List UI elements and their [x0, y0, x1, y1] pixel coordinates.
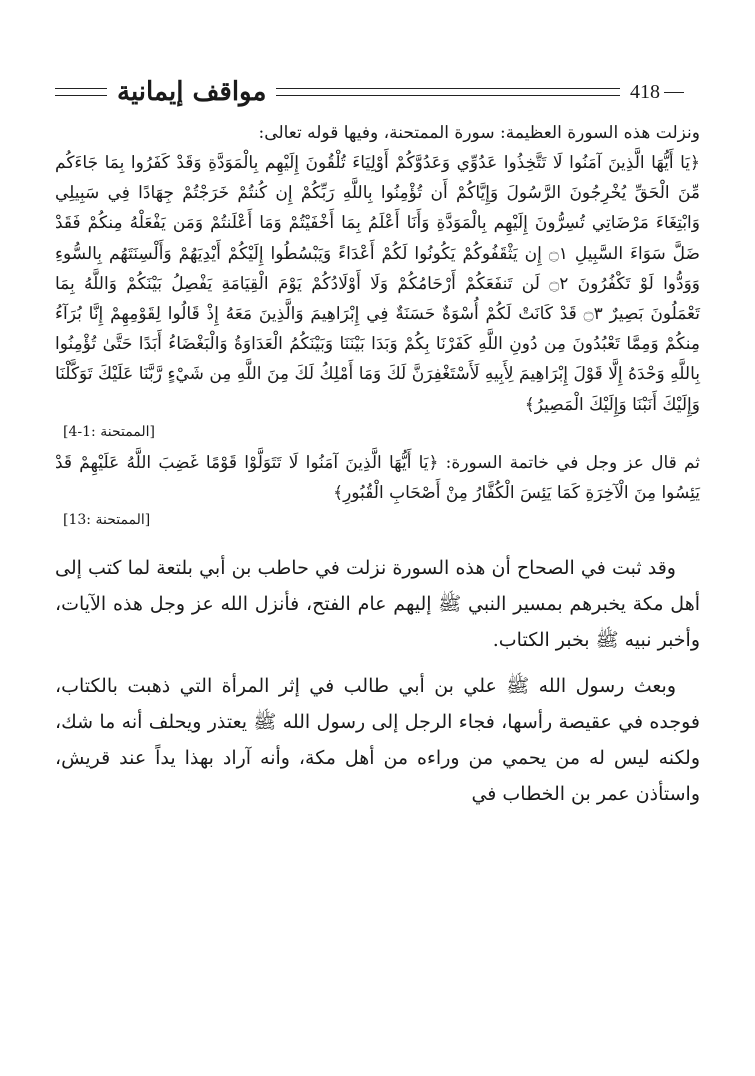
verse-reference-2-text: [الممتحنة :13]	[63, 512, 151, 529]
page-header	[55, 70, 700, 114]
header-tick	[664, 92, 684, 93]
verse-block-1: ﴿يَا أَيُّهَا الَّذِينَ آمَنُوا لَا تَتَّخِذُوا عَدُوِّي وَعَدُوَّكُمْ أَوْلِيَاءَ تُلْقُونَ إِلَيْهِم بِالْمَوَدَّةِ وَقَدْ كَفَرُوا بِمَا جَاءَكُم مِّنَ الْحَقِّ يُخْرِجُونَ الرَّسُولَ وَإِيَّاكُمْ أَن تُؤْمِنُوا بِاللَّهِ رَبِّكُمْ إِن كُنتُمْ خَرَجْتُمْ جِهَادًا فِي سَبِيلِي وَابْتِغَاءَ مَرْضَاتِي تُسِرُّونَ إِلَيْهِم بِالْمَوَدَّةِ وَأَنَا أَعْلَمُ بِمَا أَخْفَيْتُمْ وَمَا أَعْلَنتُمْ وَمَن يَفْعَلْهُ مِنكُمْ فَقَدْ ضَلَّ سَوَاءَ السَّبِيلِ ۝١ إِن يَثْقَفُوكُمْ يَكُونُوا لَكُمْ أَعْدَاءً وَيَبْسُطُوا إِلَيْكُمْ أَيْدِيَهُمْ وَأَلْسِنَتَهُم بِالسُّوءِ وَوَدُّوا لَوْ تَكْفُرُونَ ۝٢ لَن تَنفَعَكُمْ أَرْحَامُكُمْ وَلَا أَوْلَادُكُمْ يَوْمَ الْقِيَامَةِ يَفْصِلُ بَيْنَكُمْ وَاللَّهُ بِمَا تَعْمَلُونَ بَصِيرٌ ۝٣ قَدْ كَانَتْ لَكُمْ أُسْوَةٌ حَسَنَةٌ فِي إِبْرَاهِيمَ وَالَّذِينَ مَعَهُ إِذْ قَالُوا لِقَوْمِهِمْ إِنَّا بُرَآءُ مِنكُمْ وَمِمَّا تَعْبُدُونَ مِن دُونِ اللَّهِ كَفَرْنَا بِكُمْ وَبَدَا بَيْنَنَا وَبَيْنَكُمُ الْعَدَاوَةُ وَالْبَغْضَاءُ أَبَدًا حَتَّىٰ تُؤْمِنُوا بِاللَّهِ وَحْدَهُ إِلَّا قَوْلَ إِبْرَاهِيمَ لِأَبِيهِ لَأَسْتَغْفِرَنَّ لَكَ وَمَا أَمْلِكُ لَكَ مِنَ اللَّهِ مِن شَيْءٍ رَّبَّنَا عَلَيْكَ تَوَكَّلْنَا وَإِلَيْكَ أَنَبْنَا وَإِلَيْكَ الْمَصِيرُ﴾	[55, 153, 700, 415]
verse-reference-2	[55, 508, 700, 532]
running-title: مواقف إيمانية	[117, 77, 267, 107]
header-rule-middle	[276, 88, 620, 96]
book-page	[55, 70, 700, 1050]
verse-reference-1	[55, 420, 700, 444]
verse-block-2: ثم قال عز وجل في خاتمة السورة: ﴿يَا أَيُّهَا الَّذِينَ آمَنُوا لَا تَتَوَلَّوْا قَوْمًا غَضِبَ اللَّهُ عَلَيْهِمْ قَدْ يَئِسُوا مِنَ الْآخِرَةِ كَمَا يَئِسَ الْكُفَّارُ مِنْ أَصْحَابِ الْقُبُورِ﴾	[55, 452, 700, 504]
verse-reference-1-text: [الممتحنة :1-4]	[63, 423, 156, 440]
header-rule-left	[55, 88, 107, 96]
intro-line: ونزلت هذه السورة العظيمة: سورة الممتحنة، وفيها قوله تعالى:	[258, 123, 700, 143]
paragraph-2: وبعث رسول الله ﷺ علي بن أبي طالب في إثر المرأة التي ذهبت بالكتاب، فوجده في عقيصة رأسها، فجاء الرجل إلى رسول الله ﷺ يعتذر ويحلف أنه ما شك، ولكنه ليس له من يحمي من وراءه من أهل مكة، وأنه آراد بهذا يداً عند قريش، واستأذن عمر بن الخطاب في	[55, 675, 700, 806]
page-number: 418	[630, 80, 660, 103]
paragraph-1: وقد ثبت في الصحاح أن هذه السورة نزلت في حاطب بن أبي بلتعة لما كتب إلى أهل مكة يخبرهم بمسير النبي ﷺ إليهم عام الفتح، فأنزل الله عز وجل هذه الآيات، وأخبر نبيه ﷺ بخبر الكتاب.	[55, 557, 700, 652]
